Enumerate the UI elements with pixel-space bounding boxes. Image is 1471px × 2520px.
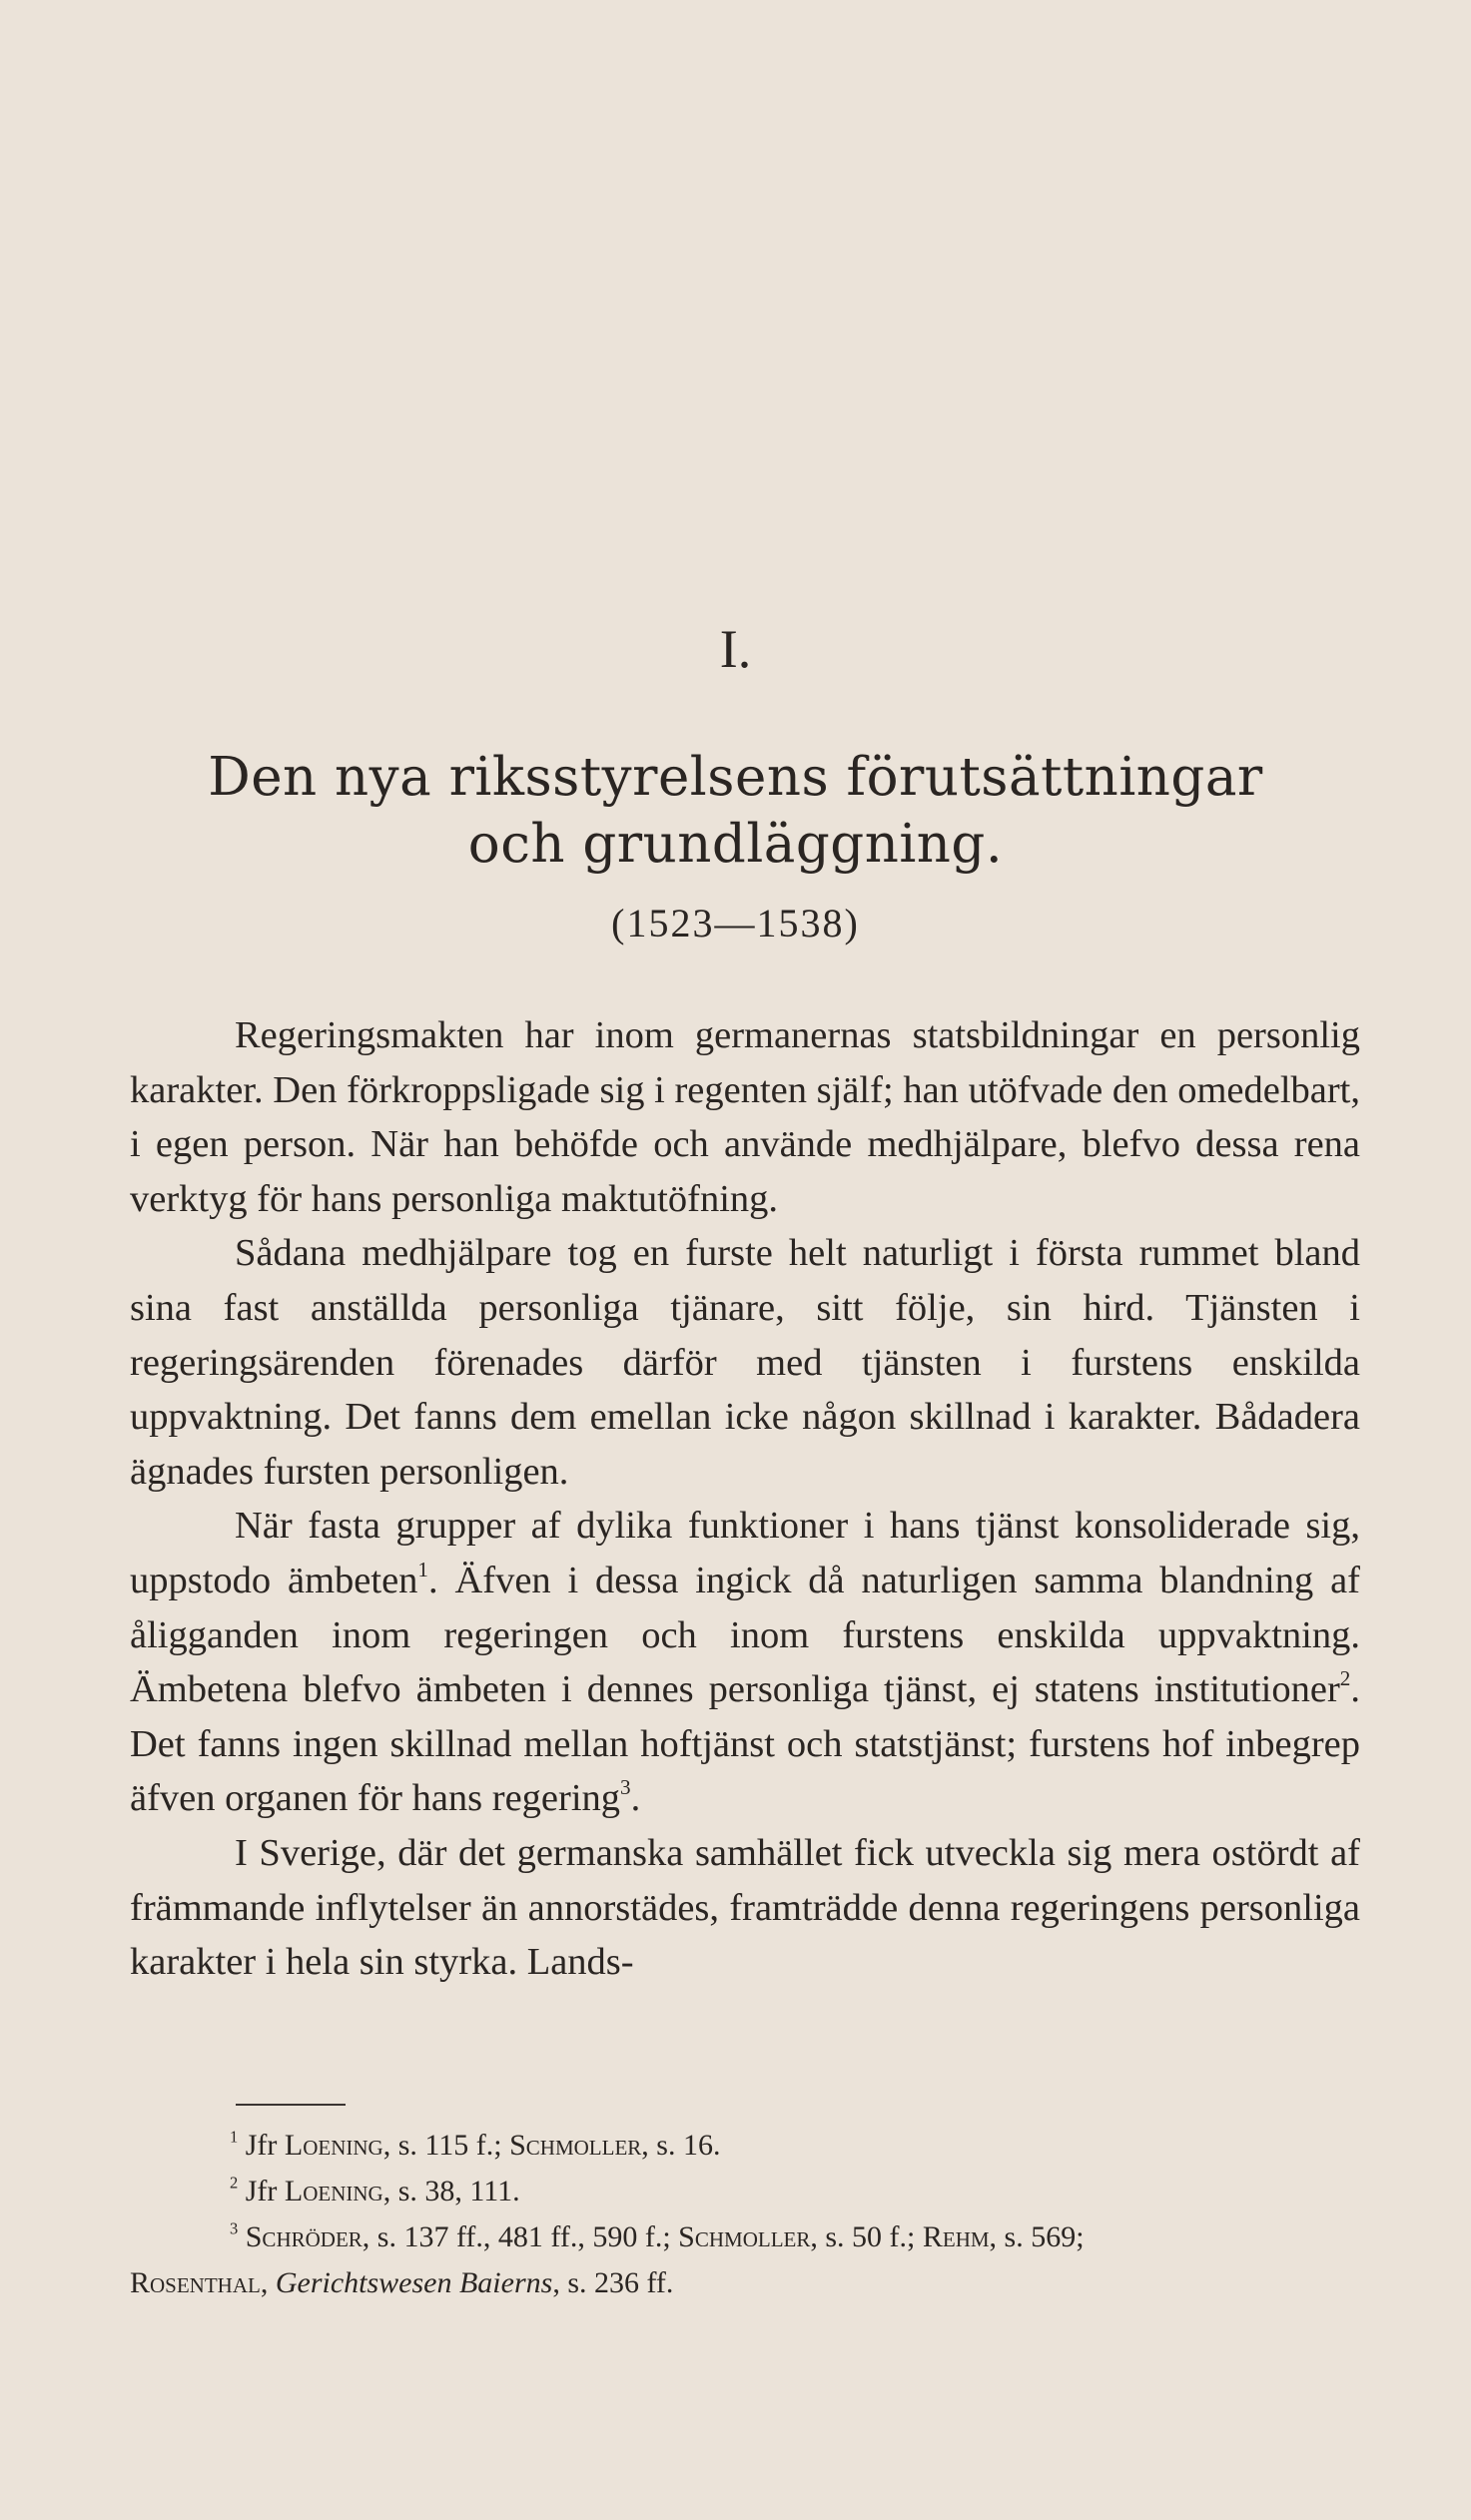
paragraph-2: Sådana medhjälpare tog en furste helt naturligt i första rummet bland sina fast anställda personliga tjänare, sitt följe, sin hird. Tjänsten i regeringsärenden förenades därför med tjänsten i furstens enskilda uppvaktning. Det fanns dem emellan icke någon skillnad i karakter. Bådadera ägnades fursten personligen. [130, 1232, 1360, 1493]
footnote-1: $^1$ Jfr Loening, s. 115 f.; Schmoller, s. 16. [230, 2127, 721, 2162]
chapter-number: I. [719, 619, 752, 679]
body-text [130, 1008, 1360, 1990]
paragraph-1: Regeringsmakten har inom germanernas statsbildningar en personlig karakter. Den förkroppsligade sig i regenten själf; han utöfvade den omedelbart, i egen person. När han behöfde och använde medhjälpare, blefvo dessa rena verktyg för hans personliga maktutöfning. [130, 1014, 1360, 1220]
footnote-3: $^3$ Schröder, s. 137 ff., 481 ff., 590 f.; Schmoller, s. 50 f.; Rehm, s. 569; [230, 2218, 1085, 2253]
footnotes [130, 2123, 1360, 2306]
footnote-ref-2[interactable]: 2 [1339, 1666, 1351, 1691]
footnote-ref-1[interactable]: 1 [417, 1558, 428, 1582]
footnote-divider [236, 2104, 346, 2106]
chapter-title-line-1: Den nya riksstyrelsens förutsättningar [208, 747, 1263, 808]
footnote-3-continued: Rosenthal, Gerichtswesen Baierns, s. 236 ff. [130, 2266, 674, 2299]
chapter-title-line-2: och grundläggning. [467, 814, 1004, 875]
paragraph-4: I Sverige, där det germanska samhället fick utveckla sig mera ostördt af främmande inflytelser än annorstädes, framträdde denna regeringens personliga karakter i hela sin styrka. Lands- [130, 1831, 1360, 1984]
footnote-2: $^2$ Jfr Loening, s. 38, 111. [230, 2173, 520, 2207]
footnote-ref-3[interactable]: 3 [620, 1775, 631, 1800]
paragraph-3: När fasta grupper af dylika funktioner i hans tjänst konsoliderade sig, uppstodo ämbeten$^1$. Äfven i dessa ingick då naturligen samma blandning af åligganden inom regeringen och inom furstens enskilda uppvaktning. Ämbetena blefvo ämbeten i dennes personliga tjänst, ej statens institutioner$^2$. Det fanns ingen skillnad mellan hoftjänst och statstjänst; furstens hof inbegrep äfven organen för hans regering$^3$. [130, 1505, 1360, 1820]
chapter-years: (1523—1538) [611, 901, 860, 945]
chapter-title [0, 744, 1471, 878]
